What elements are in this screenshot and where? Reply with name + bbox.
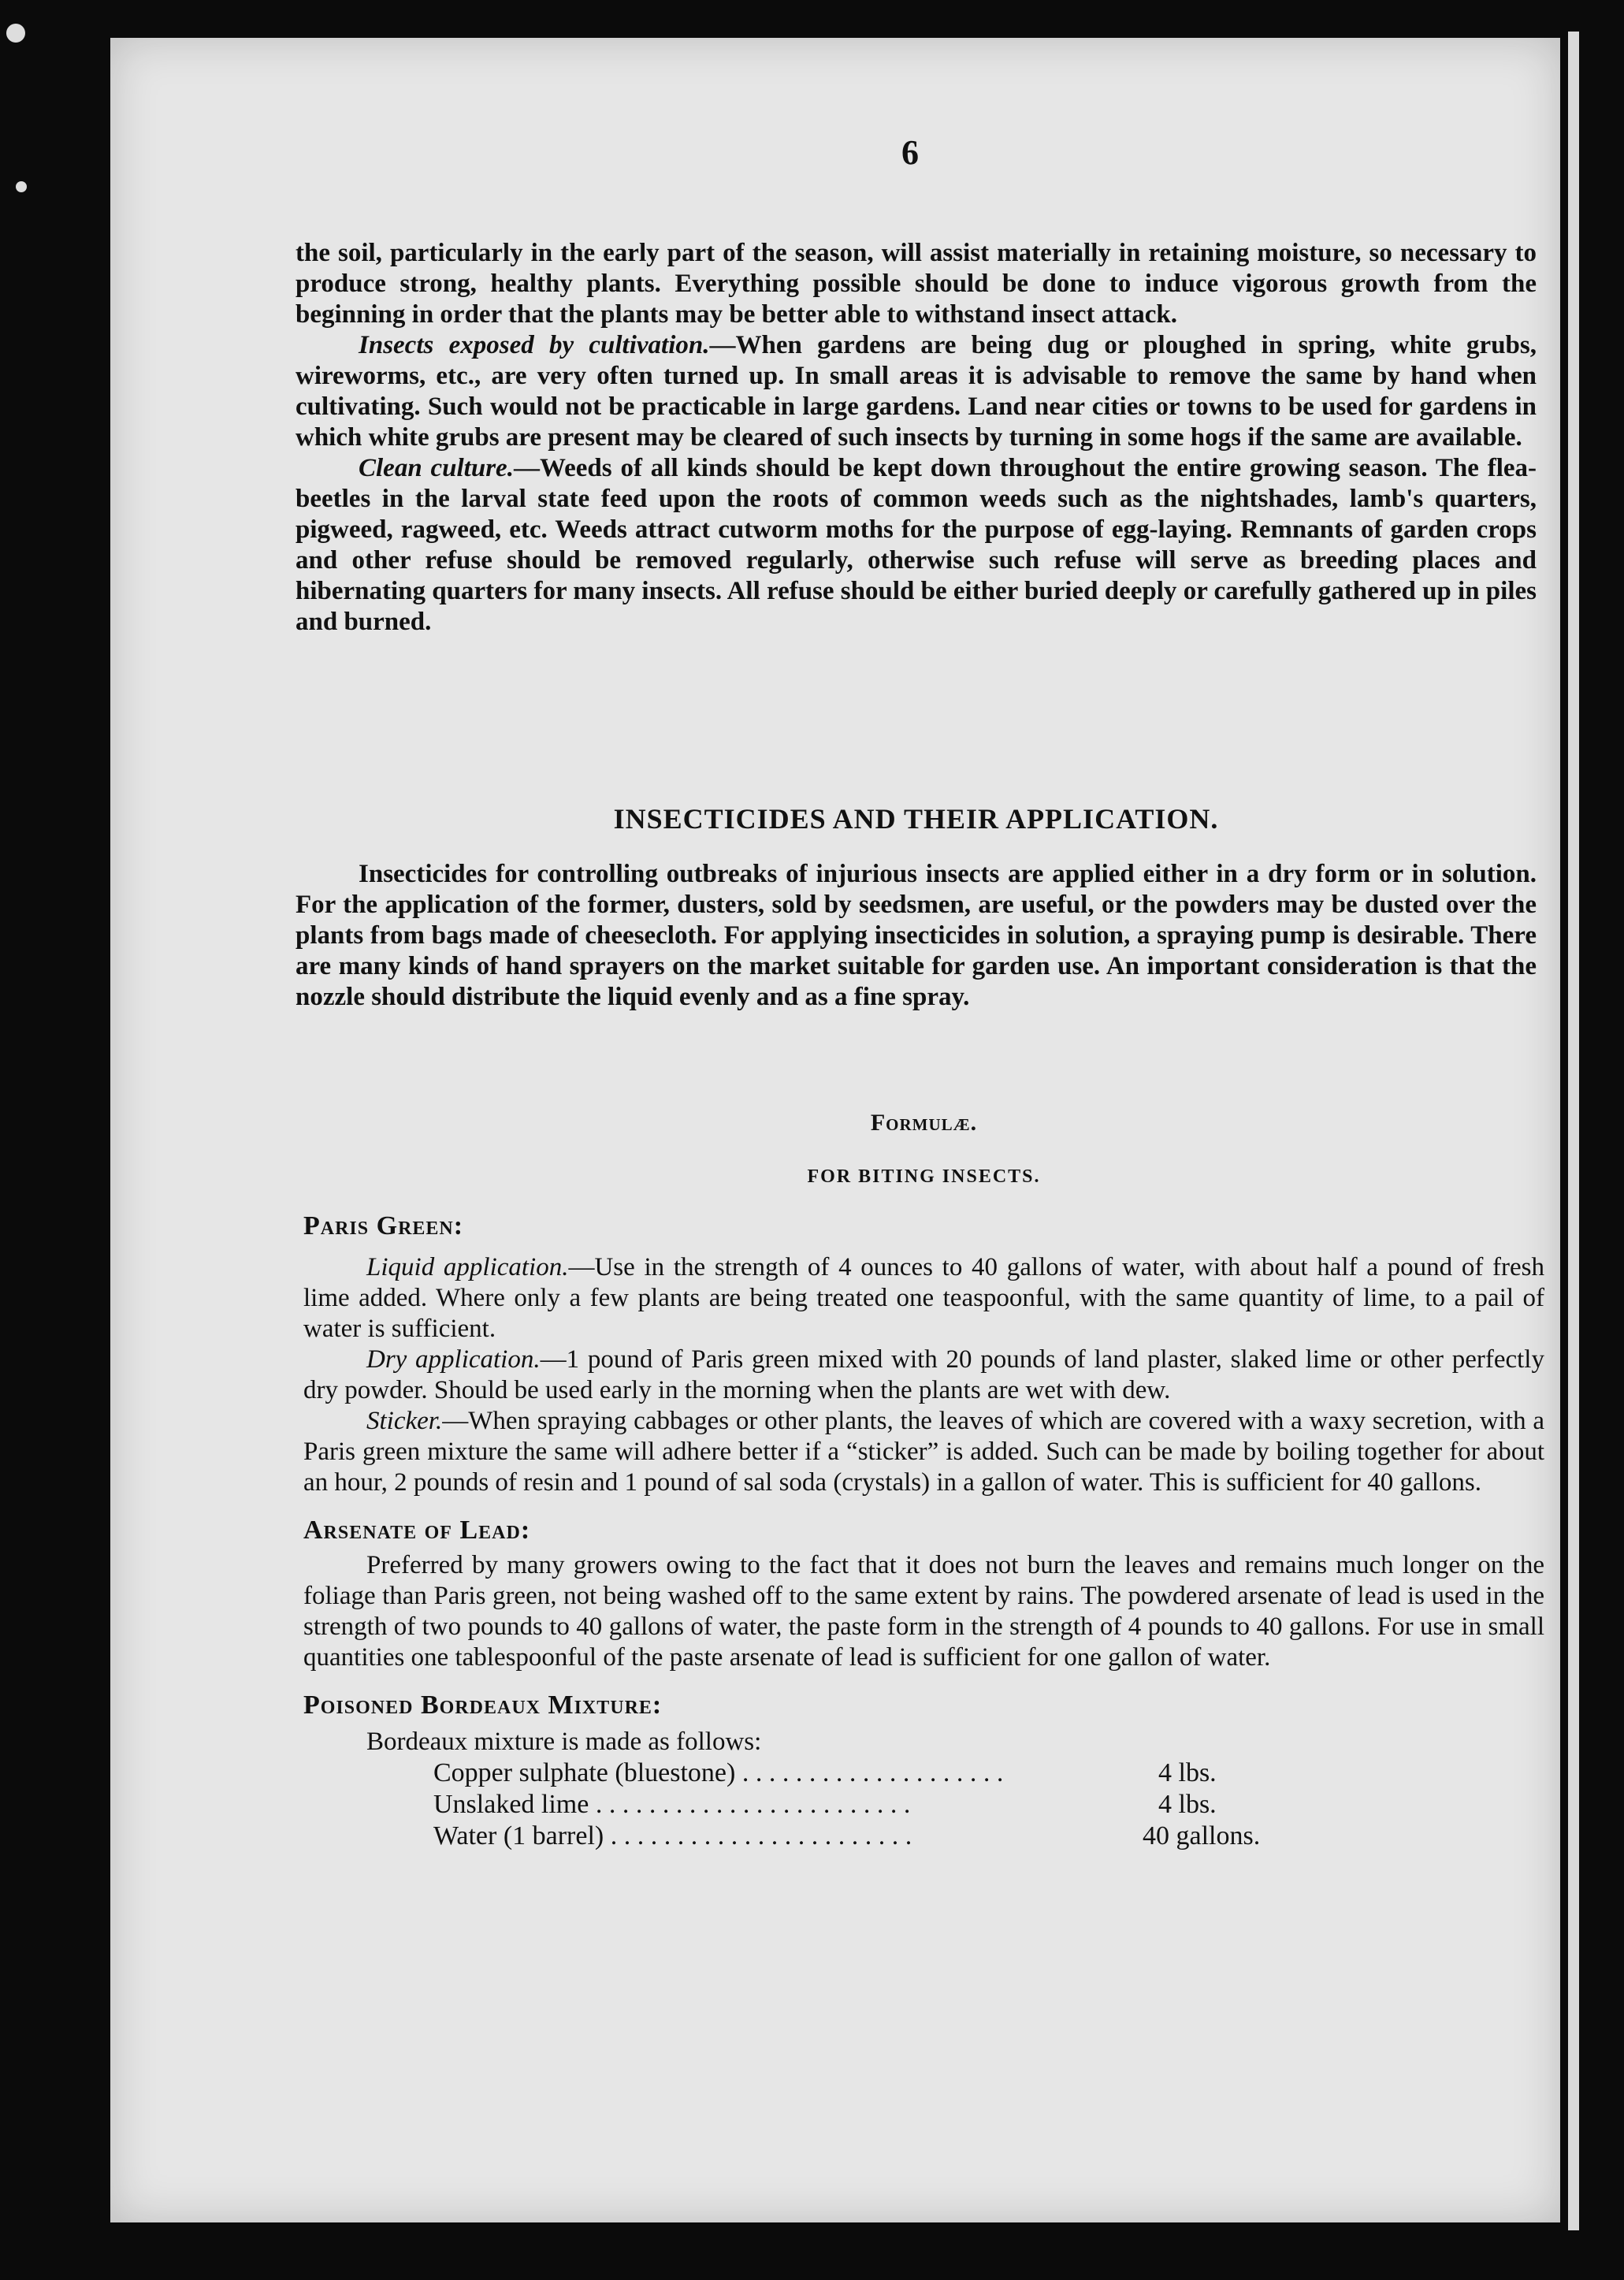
intro-paragraph: the soil, particularly in the early part of the season, will assist materially in retaining moisture, so necessary to produce strong, healthy plants. Everything possible should be done to induce vigorous growth from the beginning in order that the plants may be better able to withstand insect attack. <box>295 239 1537 329</box>
formulae-heading: Formulæ. <box>870 1110 978 1136</box>
sticker-text: —When spraying cabbages or other plants, the leaves of which are covered with a waxy secretion, with a Paris green mixture the same will adhere better if a “sticker” is added. Such can be made by boiling together for about an hour, 2 pounds of resin and 1 pound of sal soda (crystals) in a gallon of water. This is sufficient for 40 gallons. <box>303 1407 1544 1497</box>
dry-application-text: —1 pound of Paris green mixed with 20 pounds of land plaster, slaked lime or other perfectly dry powder. Should be used early in the morning when the plants are wet with dew. <box>303 1345 1544 1404</box>
intro-section <box>295 238 1537 638</box>
insects-exposed-text: —When gardens are being dug or ploughed in spring, white grubs, wireworms, etc., are very often turned up. In small areas it is advisable to remove the same by hand when cultivating. Such would not be practicable in large gardens. Land near cities or towns to be used for gardens in which white grubs are present may be cleared of such insects by turning in some hogs if the same are available. <box>295 331 1537 452</box>
formulae-section <box>303 1110 1544 1852</box>
recipe-item-qty: 40 gallons. <box>1143 1821 1261 1850</box>
bordeaux-intro: Bordeaux mixture is made as follows: <box>366 1728 762 1756</box>
clean-culture-text: —Weeds of all kinds should be kept down throughout the entire growing season. The flea-beetles in the larval state feed upon the roots of common weeds such as the nightshades, lamb's quarters, pigweed, ragweed, etc. Weeds attract cutworm moths for the purpose of egg-laying. Remnants of garden crops and other refuse should be removed regularly, otherwise such refuse will serve as breeding places and hibernating quarters for many insects. All refuse should be either buried deeply or carefully gathered up in piles and burned. <box>295 454 1537 636</box>
insects-exposed-paragraph <box>295 330 1537 453</box>
insecticides-paragraph: Insecticides for controlling outbreaks of injurious insects are applied either in a dry form or in solution. For the application of the former, dusters, sold by seedsmen, are useful, or the powders may be dusted over the plants from bags made of cheesecloth. For applying insecticides in solution, a spraying pump is desirable. There are many kinds of hand sprayers on the market suitable for garden use. An important consideration is that the nozzle should distribute the liquid evenly and as a fine spray. <box>295 860 1537 1011</box>
recipe-row <box>433 1789 1544 1821</box>
recipe-item-name: Copper sulphate (bluestone) . . . . . . . . . . . . . . . . . . . . <box>433 1758 1004 1787</box>
clean-culture-paragraph <box>295 453 1537 638</box>
arsenate-paragraph: Preferred by many growers owing to the fact that it does not burn the leaves and remains much longer on the foliage than Paris green, not being washed off to the same extent by rains. The powdered arsenate of lead is used in the strength of two pounds to 40 gallons of water, the paste form in the strength of 4 pounds to 40 gallons. For use in small quantities one tablespoonful of the paste arsenate of lead is sufficient for one gallon of water. <box>303 1551 1544 1672</box>
clean-culture-lead: Clean culture. <box>359 454 514 482</box>
recipe-item-name: Unslaked lime . . . . . . . . . . . . . . . . . . . . . . . . <box>433 1790 911 1819</box>
arsenate-heading: Arsenate of Lead: <box>303 1516 531 1545</box>
bordeaux-recipe <box>433 1757 1544 1852</box>
section-heading: INSECTICIDES AND THEIR APPLICATION. <box>613 803 1219 835</box>
scan-speck <box>6 24 25 43</box>
recipe-row <box>433 1757 1544 1789</box>
dry-application-paragraph <box>303 1345 1544 1406</box>
recipe-item-name: Water (1 barrel) . . . . . . . . . . . . . . . . . . . . . . . <box>433 1821 912 1850</box>
insecticides-section <box>295 802 1537 1013</box>
bordeaux-heading: Poisoned Bordeaux Mixture: <box>303 1690 663 1720</box>
sticker-paragraph <box>303 1406 1544 1498</box>
page-number: 6 <box>901 133 919 172</box>
recipe-item-qty: 4 lbs. <box>1158 1758 1217 1787</box>
recipe-item-qty: 4 lbs. <box>1158 1790 1217 1819</box>
insects-exposed-lead: Insects exposed by cultivation. <box>359 331 710 359</box>
liquid-application-lead: Liquid application. <box>366 1253 569 1281</box>
sticker-lead: Sticker. <box>366 1407 443 1435</box>
biting-insects-heading: FOR BITING INSECTS. <box>807 1166 1041 1187</box>
liquid-application-paragraph <box>303 1252 1544 1345</box>
recipe-row <box>433 1821 1544 1852</box>
liquid-application-text: —Use in the strength of 4 ounces to 40 gallons of water, with about half a pound of fresh lime added. Where only a few plants are being treated one teaspoonful, with the same quantity of lime, to a pail of water is sufficient. <box>303 1253 1544 1343</box>
dry-application-lead: Dry application. <box>366 1345 541 1374</box>
scan-speck <box>16 181 27 192</box>
paris-green-heading: Paris Green: <box>303 1211 464 1240</box>
adjacent-page-edge <box>1568 32 1579 2230</box>
